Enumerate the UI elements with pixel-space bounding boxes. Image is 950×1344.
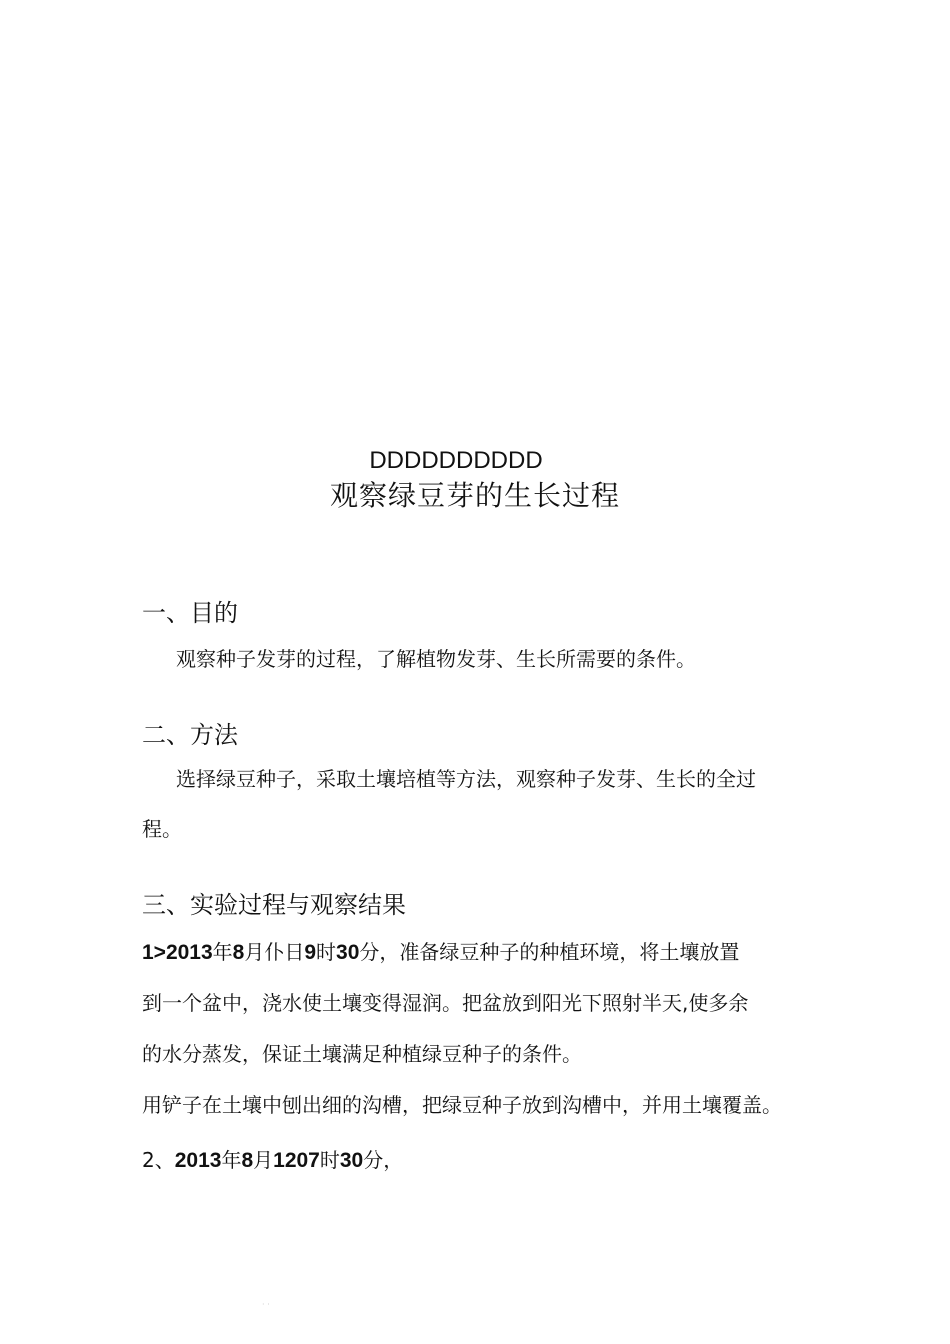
step2-line1 <box>142 1147 403 1174</box>
step1-hour: 9 <box>304 941 317 964</box>
step2-month: 8 <box>241 1149 254 1172</box>
step1-number: 1>2013 <box>142 941 213 964</box>
footer-mark: · · <box>262 1300 270 1309</box>
step2-text: 分， <box>363 1148 404 1172</box>
step1-minute: 30 <box>336 941 360 964</box>
step1-line1 <box>142 939 739 966</box>
step1-month: 8 <box>232 941 245 964</box>
step1-line2: 到一个盆中，浇水使土壤变得湿润。把盆放到阳光下照射半天,使多余 <box>142 991 749 1015</box>
purpose-text: 观察种子发芽的过程，了解植物发芽、生长所需要的条件。 <box>176 647 696 671</box>
section-heading-process: 三、实验过程与观察结果 <box>142 891 406 919</box>
step1-text: 分，准备绿豆种子的种植环境，将土壤放置 <box>359 940 740 964</box>
method-text-line2: 程。 <box>142 817 182 841</box>
step1-hour-unit: 时 <box>316 940 337 964</box>
step1-line3: 的水分蒸发，保证土壤满足种植绿豆种子的条件。 <box>142 1042 582 1066</box>
section-heading-purpose: 一、目的 <box>142 599 238 627</box>
step2-year-unit: 年 <box>221 1148 242 1172</box>
step2-year: 2013 <box>174 1149 222 1172</box>
step2-month-unit: 月 <box>253 1148 274 1172</box>
step2-hour-unit: 时 <box>319 1148 340 1172</box>
step1-year-unit: 年 <box>212 940 233 964</box>
section-heading-method: 二、方法 <box>142 721 238 749</box>
step1-line4: 用铲子在土壤中刨出细的沟槽，把绿豆种子放到沟槽中，并用土壤覆盖。 <box>142 1093 782 1117</box>
header-code: DDDDDDDDDD <box>369 447 543 474</box>
method-text-line1: 选择绿豆种子，采取土壤培植等方法，观察种子发芽、生长的全过 <box>176 767 756 791</box>
page-title: 观察绿豆芽的生长过程 <box>329 479 620 512</box>
step2-minute: 30 <box>339 1149 364 1172</box>
step2-prefix: 2、 <box>142 1148 175 1172</box>
step2-day: 1207 <box>273 1149 320 1172</box>
step1-day-text: 月仆日 <box>244 940 305 964</box>
